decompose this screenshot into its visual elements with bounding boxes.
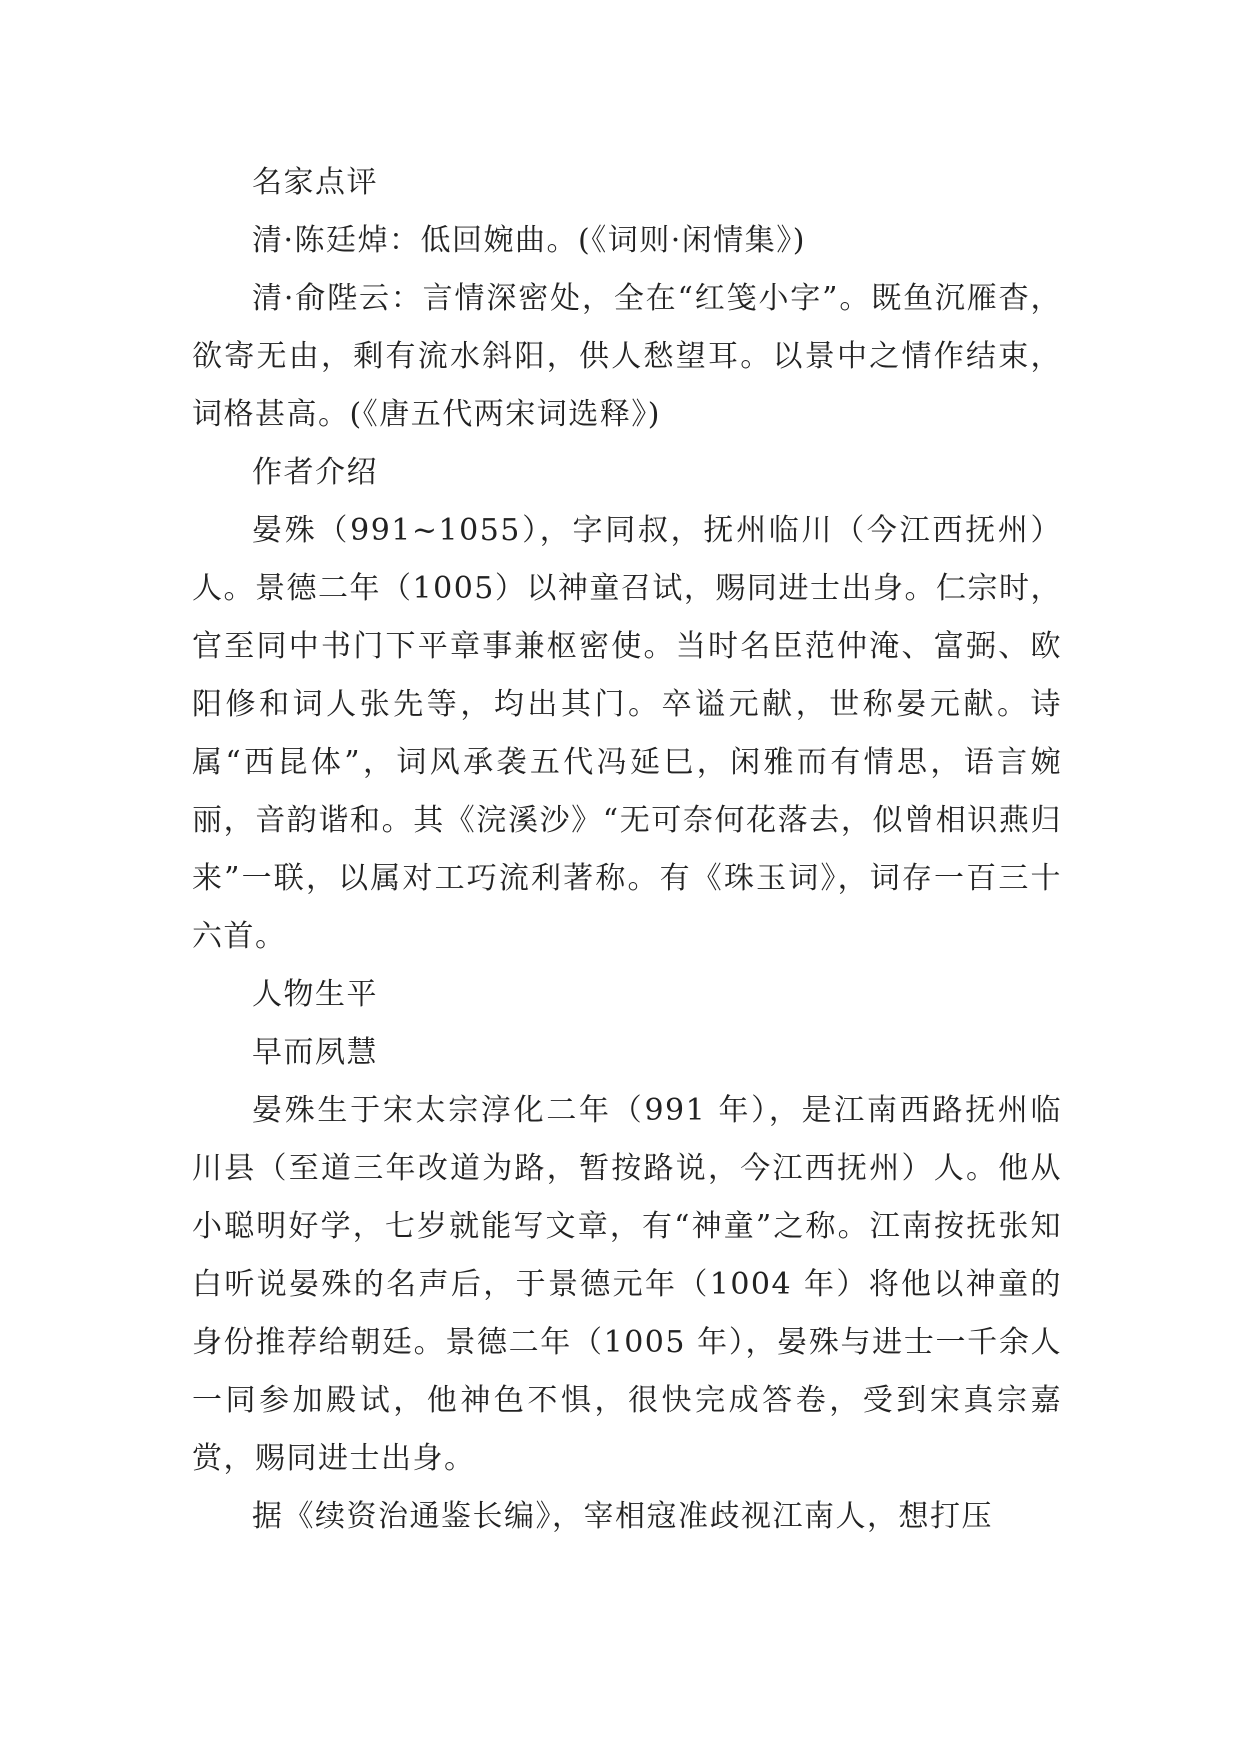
document-body <box>192 154 1062 1546</box>
author-intro: 晏殊（991~1055），字同叔，抚州临川（今江西抚州）人。景德二年（1005）以神童召试，赐同进士出身。仁宗时，官至同中书门下平章事兼枢密使。当时名臣范仲淹、富弼、欧阳修和词人张先等，均出其门。卒谥元献，世称晏元献。诗属“西昆体”，词风承袭五代冯延巳，闲雅而有情思，语言婉丽，音韵谐和。其《浣溪沙》“无可奈何花落去，似曾相识燕归来”一联，以属对工巧流利著称。有《珠玉词》，词存一百三十六首。 <box>192 513 1062 954</box>
critique-chen: 清·陈廷焯：低回婉曲。(《词则·闲情集》) <box>252 223 806 258</box>
early-life: 晏殊生于宋太宗淳化二年（991 年），是江南西路抚州临川县（至道三年改道为路，暂按路说，今江西抚州）人。他从小聪明好学，七岁就能写文章，有“神童”之称。江南按抚张知白听说晏殊的名声后，于景德元年（1004 年）将他以神童的身份推荐给朝廷。景德二年（1005 年），晏殊与进士一千余人一同参加殿试，他神色不惧，很快完成答卷，受到宋真宗嘉赏，赐同进士出身。 <box>192 1093 1062 1476</box>
heading-author: 作者介绍 <box>252 455 378 490</box>
continuation: 据《续资治通鉴长编》，宰相寇准歧视江南人，想打压 <box>252 1499 993 1534</box>
heading-early: 早而夙慧 <box>252 1035 378 1070</box>
heading-critiques: 名家点评 <box>252 165 378 200</box>
critique-yu: 清·俞陛云：言情深密处，全在“红笺小字”。既鱼沉雁杳，欲寄无由，剩有流水斜阳，供人愁望耳。以景中之情作结束，词格甚高。(《唐五代两宋词选释》) <box>192 281 1062 432</box>
heading-life: 人物生平 <box>252 977 378 1012</box>
